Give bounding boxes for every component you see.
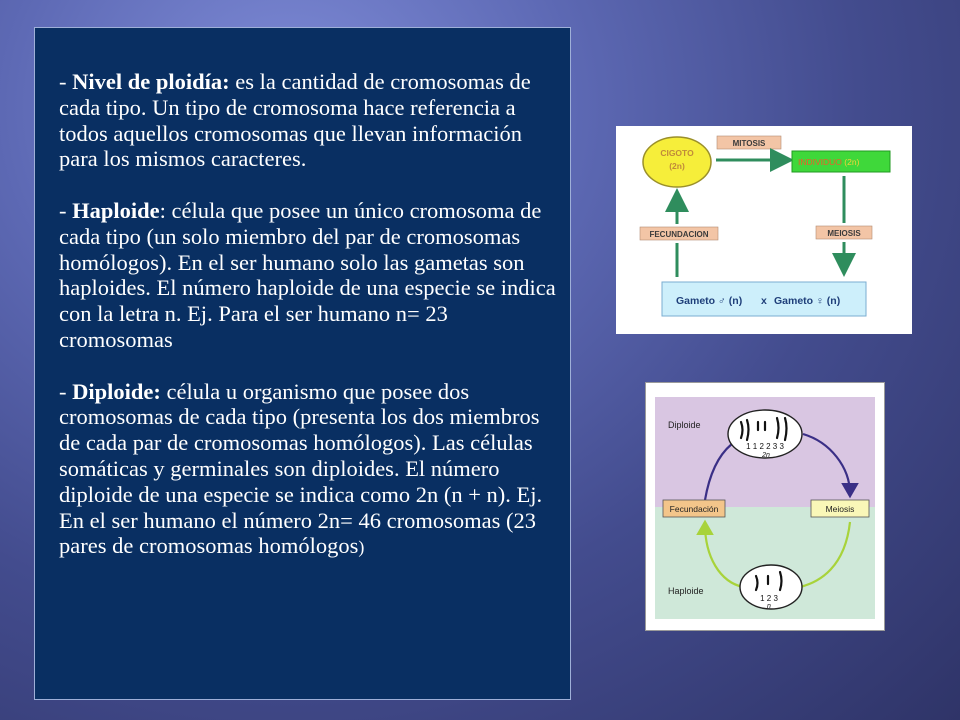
- definition-haploide: : célula que posee un único cromosoma de cada tipo (un solo miembro del par de cromosomas homólogos). En el ser humano solo las gametas son haploides. El número haploide de una especie se indica con la letra n. Ej. Para el ser humano n= 23 cromosomas: [59, 197, 556, 352]
- cross-sign: x: [761, 295, 767, 307]
- dash: -: [59, 378, 73, 404]
- cigoto-ploidy: (2n): [669, 161, 685, 171]
- gameto-male: Gameto ♂ (n): [676, 295, 743, 307]
- diploid-2n: 2n: [762, 452, 770, 459]
- life-cycle-image: [645, 382, 885, 631]
- term-diploide: Diploide:: [72, 378, 161, 404]
- meiosis-tag-label: Meiosis: [825, 504, 855, 514]
- haploid-numbers: 1 2 3: [760, 594, 778, 603]
- definition-nivel-ploidia: es la cantidad de cromosomas de cada tipo. Un tipo de cromosoma hace referencia a todos aquellos cromosomas que llevan información para los mismos caracteres.: [59, 69, 531, 172]
- cycle-diagram: [616, 126, 912, 334]
- haploid-n: n: [767, 603, 771, 610]
- meiosis-label: MEIOSIS: [827, 229, 861, 238]
- term-nivel-ploidia: Nivel de ploidía:: [72, 69, 230, 94]
- closing-paren: ): [358, 537, 365, 558]
- definition-diploide: célula u organismo que posee dos cromosomas de cada tipo (presenta los dos miembros de cada par de cromosomas homólogos). Las células somáticas y germinales son diploides. El número diploide de una especie se indica como 2n (n + n). Ej. En el ser humano el número 2n= 46 cromosomas (23 pares de cromosomas homólogos: [59, 378, 543, 559]
- gameto-female: Gameto ♀ (n): [774, 295, 841, 307]
- paragraph-diploide: [59, 379, 559, 562]
- cycle-diagram-svg: [616, 126, 912, 334]
- paragraph-ploidia: [59, 69, 559, 172]
- cigoto-label: CIGOTO: [660, 148, 694, 158]
- text-panel: [34, 27, 571, 700]
- mitosis-label: MITOSIS: [732, 139, 766, 148]
- paragraph-haploide: [59, 198, 559, 353]
- dash: -: [59, 69, 73, 94]
- fecundacion-tag-label: Fecundación: [669, 504, 719, 514]
- term-haploide: Haploide: [72, 197, 160, 223]
- haploide-label: Haploide: [668, 586, 704, 596]
- fecundacion-label: FECUNDACION: [649, 230, 709, 239]
- diploide-label: Diploide: [668, 420, 701, 430]
- diploid-numbers: 1 1 2 2 3 3: [746, 442, 784, 451]
- individuo-label: INDIVIDUO (2n): [798, 157, 860, 167]
- dash: -: [59, 197, 73, 223]
- text-body: [59, 69, 559, 561]
- life-cycle-svg: [645, 382, 885, 631]
